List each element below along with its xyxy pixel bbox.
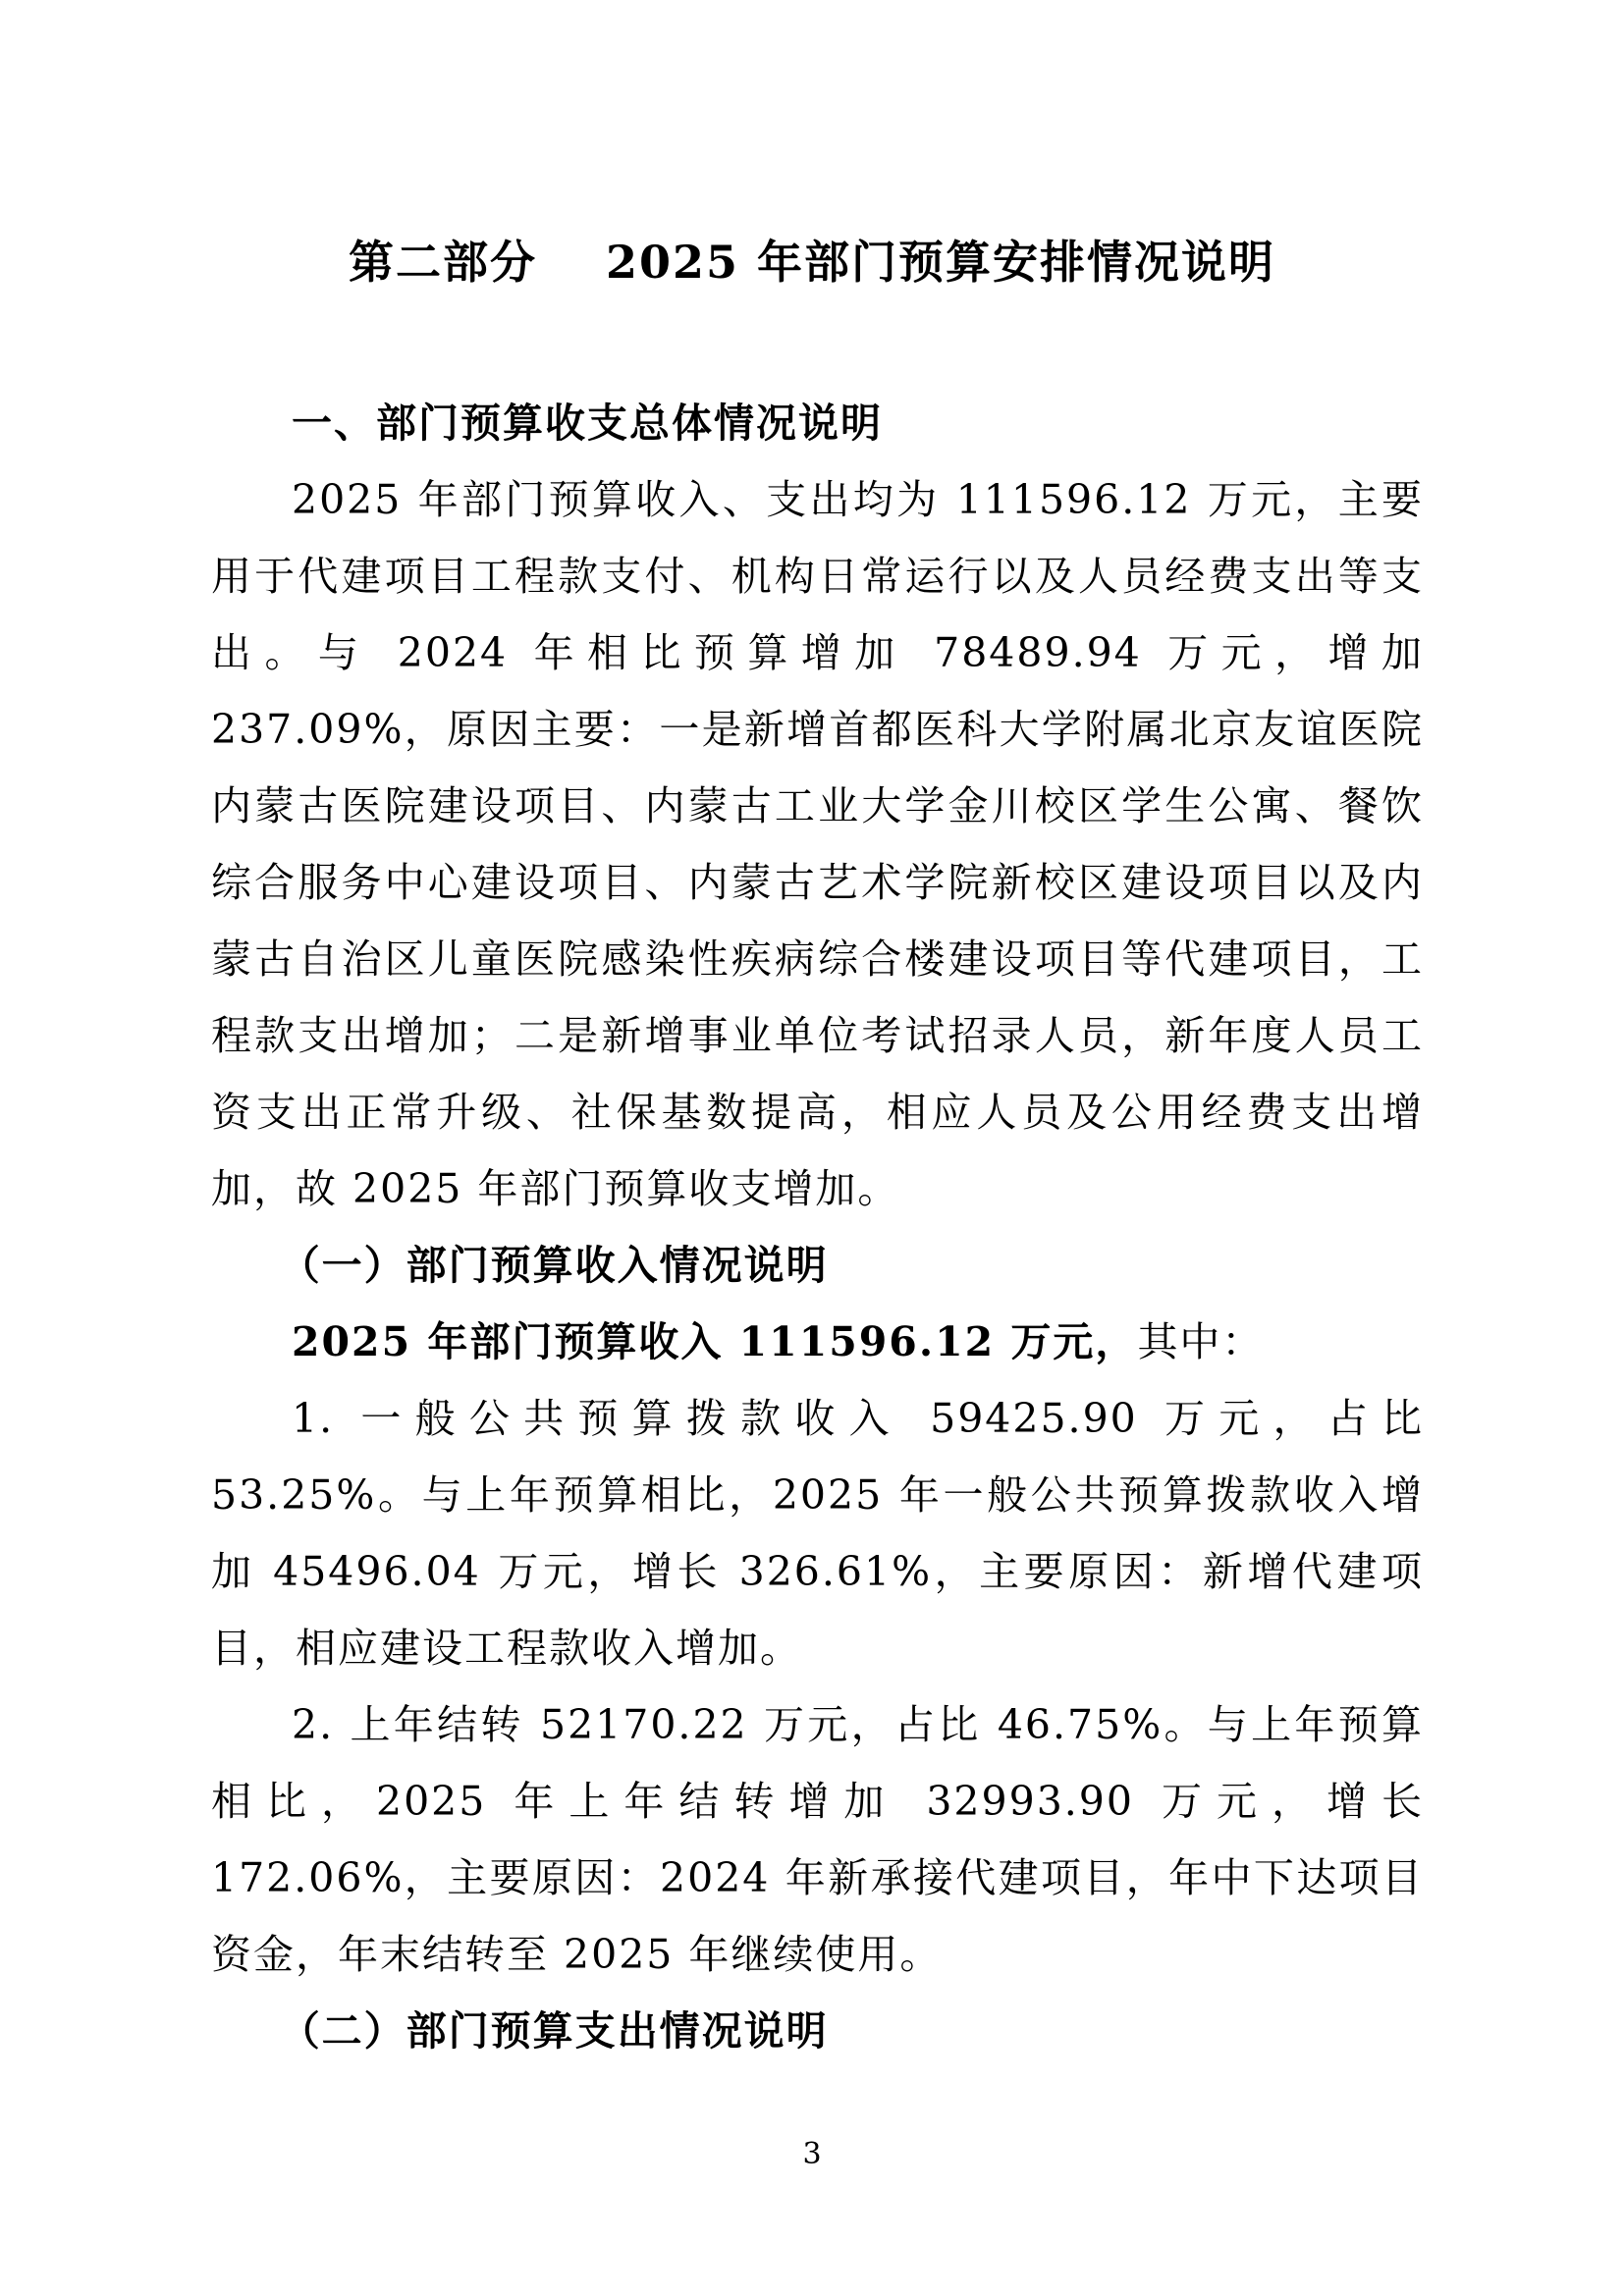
title-part: 第二部分 xyxy=(348,236,537,289)
document-body xyxy=(211,385,1424,2069)
paragraph-overall: 2025 年部门预算收入、支出均为 111596.12 万元，主要用于代建项目工程款支付、机构日常运行以及人员经费支出等支出。与 2024 年相比预算增加 78489.94 万元，增加 237.09%，原因主要：一是新增首都医科大学附属北京友谊医院内蒙古医院建设项目、内蒙古工业大学金川校区学生公寓、餐饮综合服务中心建设项目、内蒙古艺术学院新校区建设项目以及内蒙古自治区儿童医院感染性疾病综合楼建设项目等代建项目，工程款支出增加；二是新增事业单位考试招录人员，新年度人员工资支出正常升级、社保基数提高，相应人员及公用经费支出增加，故 2025 年部门预算收支增加。 xyxy=(211,476,1424,1212)
paragraph-income-lead xyxy=(211,1304,1424,1380)
income-lead-rest: 其中： xyxy=(1137,1318,1265,1365)
paragraph-income-item-1: 1. 一般公共预算拨款收入 59425.90 万元，占比 53.25%。与上年预算相比，2025 年一般公共预算拨款收入增加 45496.04 万元，增长 326.61%，主要原因：新增代建项目，相应建设工程款收入增加。 xyxy=(211,1395,1424,1672)
title-main: 2025 年部门预算安排情况说明 xyxy=(605,236,1276,289)
page-title xyxy=(0,228,1624,296)
subsection-heading-income: （一）部门预算收入情况说明 xyxy=(279,1242,829,1289)
page-number: 3 xyxy=(802,2137,822,2171)
section-heading-overall: 一、部门预算收支总体情况说明 xyxy=(292,400,883,447)
paragraph-income-item-2: 2. 上年结转 52170.22 万元，占比 46.75%。与上年预算相比，2025 年上年结转增加 32993.90 万元，增长 172.06%，主要原因：2024 年新承接代建项目，年中下达项目资金，年末结转至 2025 年继续使用。 xyxy=(211,1701,1424,1978)
subsection-heading-expenditure: （二）部门预算支出情况说明 xyxy=(279,2007,829,2055)
income-lead-bold: 2025 年部门预算收入 111596.12 万元， xyxy=(292,1318,1138,1365)
